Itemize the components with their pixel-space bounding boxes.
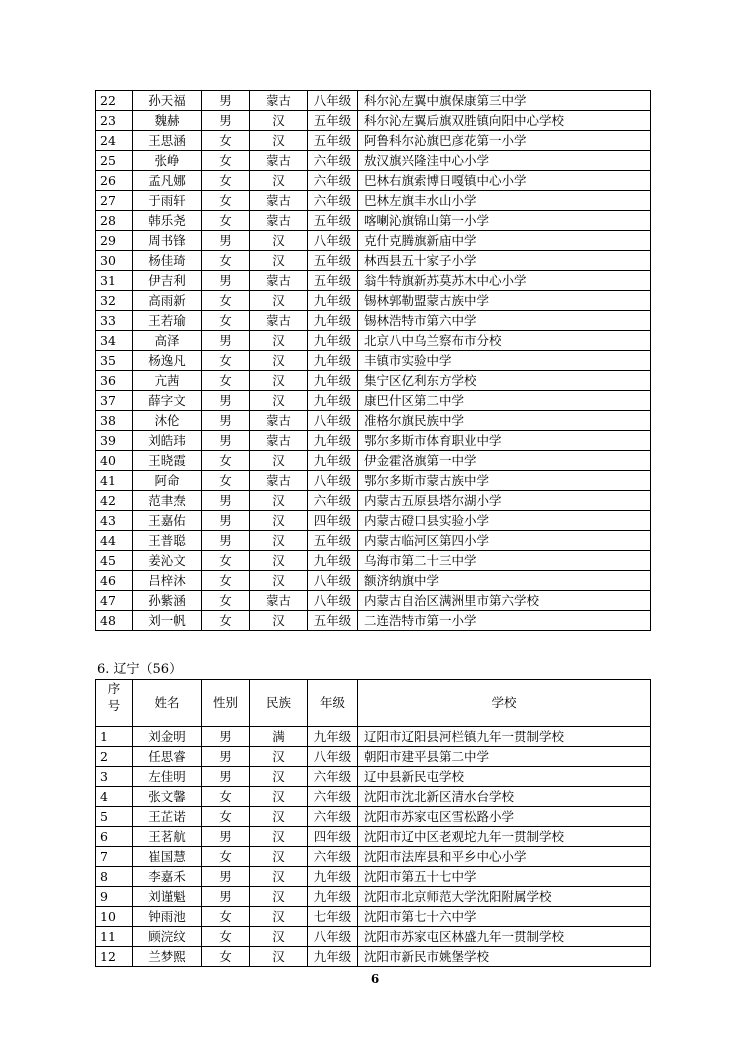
- school-name: 沈阳市新民市姚堡学校: [358, 947, 651, 967]
- table-row: [96, 351, 651, 371]
- row-number: 38: [96, 411, 133, 431]
- gender: 男: [202, 747, 250, 767]
- table-row: [96, 271, 651, 291]
- student-name: 张峥: [133, 151, 202, 171]
- gender: 女: [202, 451, 250, 471]
- student-name: 刘一帆: [133, 611, 202, 631]
- student-name: 伊吉利: [133, 271, 202, 291]
- table-row: [96, 787, 651, 807]
- school-name: 沈阳市北京师范大学沈阳附属学校: [358, 887, 651, 907]
- gender: 女: [202, 807, 250, 827]
- ethnicity: 汉: [250, 787, 308, 807]
- student-name: 王思涵: [133, 131, 202, 151]
- table-row: [96, 927, 651, 947]
- grade: 九年级: [308, 551, 358, 571]
- gender: 男: [202, 91, 250, 111]
- ethnicity: 汉: [250, 947, 308, 967]
- gender: 女: [202, 787, 250, 807]
- table-row: [96, 747, 651, 767]
- student-name: 刘金明: [133, 727, 202, 747]
- grade: 九年级: [308, 431, 358, 451]
- gender: 女: [202, 171, 250, 191]
- gender: 女: [202, 351, 250, 371]
- grade: 五年级: [308, 531, 358, 551]
- table-row: [96, 571, 651, 591]
- gender: 男: [202, 867, 250, 887]
- grade: 五年级: [308, 611, 358, 631]
- ethnicity: 汉: [250, 251, 308, 271]
- gender: 女: [202, 847, 250, 867]
- ethnicity: 蒙古: [250, 191, 308, 211]
- header-name: 姓名: [133, 680, 202, 727]
- student-name: 沐伦: [133, 411, 202, 431]
- gender: 女: [202, 591, 250, 611]
- table-row: [96, 311, 651, 331]
- school-name: 辽中县新民屯学校: [358, 767, 651, 787]
- school-name: 林西县五十家子小学: [358, 251, 651, 271]
- school-name: 鄂尔多斯市蒙古族中学: [358, 471, 651, 491]
- student-name: 王嘉佑: [133, 511, 202, 531]
- school-name: 准格尔旗民族中学: [358, 411, 651, 431]
- ethnicity: 汉: [250, 451, 308, 471]
- gender: 男: [202, 511, 250, 531]
- row-number: 12: [96, 947, 133, 967]
- grade: 八年级: [308, 471, 358, 491]
- ethnicity: 汉: [250, 391, 308, 411]
- student-table-continued: [95, 90, 651, 631]
- row-number: 6: [96, 827, 133, 847]
- table-row: [96, 151, 651, 171]
- school-name: 额济纳旗中学: [358, 571, 651, 591]
- student-name: 王茗航: [133, 827, 202, 847]
- table-row: [96, 947, 651, 967]
- school-name: 内蒙古自治区满洲里市第六学校: [358, 591, 651, 611]
- ethnicity: 汉: [250, 827, 308, 847]
- student-name: 张文馨: [133, 787, 202, 807]
- row-number: 3: [96, 767, 133, 787]
- grade: 八年级: [308, 91, 358, 111]
- header-grade: 年级: [308, 680, 358, 727]
- grade: 四年级: [308, 827, 358, 847]
- student-name: 高泽: [133, 331, 202, 351]
- row-number: 39: [96, 431, 133, 451]
- school-name: 内蒙古磴口县实验小学: [358, 511, 651, 531]
- row-number: 1: [96, 727, 133, 747]
- student-name: 于雨轩: [133, 191, 202, 211]
- student-name: 左佳明: [133, 767, 202, 787]
- table-row: [96, 867, 651, 887]
- grade: 八年级: [308, 411, 358, 431]
- school-name: 锡林郭勒盟蒙古族中学: [358, 291, 651, 311]
- row-number: 2: [96, 747, 133, 767]
- ethnicity: 汉: [250, 231, 308, 251]
- grade: 六年级: [308, 847, 358, 867]
- grade: 八年级: [308, 571, 358, 591]
- ethnicity: 蒙古: [250, 271, 308, 291]
- gender: 女: [202, 251, 250, 271]
- ethnicity: 汉: [250, 351, 308, 371]
- grade: 九年级: [308, 391, 358, 411]
- ethnicity: 汉: [250, 907, 308, 927]
- ethnicity: 蒙古: [250, 411, 308, 431]
- table-row: [96, 451, 651, 471]
- grade: 六年级: [308, 151, 358, 171]
- grade: 四年级: [308, 511, 358, 531]
- gender: 男: [202, 431, 250, 451]
- grade: 九年级: [308, 867, 358, 887]
- school-name: 集宁区亿利东方学校: [358, 371, 651, 391]
- school-name: 科尔沁左翼中旗保康第三中学: [358, 91, 651, 111]
- school-name: 鄂尔多斯市体育职业中学: [358, 431, 651, 451]
- student-name: 孟凡娜: [133, 171, 202, 191]
- table-row: [96, 371, 651, 391]
- ethnicity: 汉: [250, 847, 308, 867]
- school-name: 巴林右旗索博日嘎镇中心小学: [358, 171, 651, 191]
- gender: 女: [202, 371, 250, 391]
- school-name: 伊金霍洛旗第一中学: [358, 451, 651, 471]
- student-table-liaoning: [95, 679, 651, 967]
- table-row: [96, 727, 651, 747]
- student-name: 杨逸凡: [133, 351, 202, 371]
- ethnicity: 汉: [250, 531, 308, 551]
- row-number: 27: [96, 191, 133, 211]
- grade: 八年级: [308, 591, 358, 611]
- gender: 女: [202, 211, 250, 231]
- ethnicity: 汉: [250, 551, 308, 571]
- ethnicity: 蒙古: [250, 591, 308, 611]
- grade: 九年级: [308, 947, 358, 967]
- ethnicity: 汉: [250, 491, 308, 511]
- grade: 六年级: [308, 191, 358, 211]
- row-number: 48: [96, 611, 133, 631]
- student-name: 王芷诺: [133, 807, 202, 827]
- gender: 男: [202, 271, 250, 291]
- grade: 九年级: [308, 371, 358, 391]
- school-name: 内蒙古临河区第四小学: [358, 531, 651, 551]
- section-title-liaoning: 6. 辽宁（56）: [97, 662, 183, 677]
- row-number: 47: [96, 591, 133, 611]
- gender: 男: [202, 391, 250, 411]
- row-number: 9: [96, 887, 133, 907]
- student-name: 孙紫涵: [133, 591, 202, 611]
- table-row: [96, 807, 651, 827]
- gender: 男: [202, 231, 250, 251]
- row-number: 42: [96, 491, 133, 511]
- grade: 九年级: [308, 887, 358, 907]
- student-name: 李嘉禾: [133, 867, 202, 887]
- school-name: 科尔沁左翼后旗双胜镇向阳中心学校: [358, 111, 651, 131]
- student-name: 孙天福: [133, 91, 202, 111]
- ethnicity: 汉: [250, 131, 308, 151]
- ethnicity: 蒙古: [250, 471, 308, 491]
- student-name: 兰梦熙: [133, 947, 202, 967]
- ethnicity: 汉: [250, 807, 308, 827]
- school-name: 阿鲁科尔沁旗巴彦花第一小学: [358, 131, 651, 151]
- school-name: 沈阳市第五十七中学: [358, 867, 651, 887]
- header-ethnicity: 民族: [250, 680, 308, 727]
- student-name: 刘谨魁: [133, 887, 202, 907]
- school-name: 沈阳市沈北新区清水台学校: [358, 787, 651, 807]
- school-name: 康巴什区第二中学: [358, 391, 651, 411]
- header-school: 学校: [358, 680, 651, 727]
- grade: 八年级: [308, 231, 358, 251]
- school-name: 锡林浩特市第六中学: [358, 311, 651, 331]
- table-row: [96, 231, 651, 251]
- school-name: 沈阳市法库县和平乡中心小学: [358, 847, 651, 867]
- table-row: [96, 827, 651, 847]
- school-name: 翁牛特旗新苏莫苏木中心小学: [358, 271, 651, 291]
- school-name: 乌海市第二十三中学: [358, 551, 651, 571]
- table-row: [96, 431, 651, 451]
- table-row: [96, 847, 651, 867]
- row-number: 32: [96, 291, 133, 311]
- table-row: [96, 331, 651, 351]
- school-name: 内蒙古五原县塔尔湖小学: [358, 491, 651, 511]
- table-row: [96, 511, 651, 531]
- ethnicity: 汉: [250, 171, 308, 191]
- grade: 九年级: [308, 727, 358, 747]
- gender: 女: [202, 191, 250, 211]
- grade: 九年级: [308, 291, 358, 311]
- grade: 九年级: [308, 451, 358, 471]
- grade: 七年级: [308, 907, 358, 927]
- grade: 五年级: [308, 131, 358, 151]
- student-name: 吕梓沐: [133, 571, 202, 591]
- grade: 九年级: [308, 351, 358, 371]
- grade: 六年级: [308, 171, 358, 191]
- table-row: [96, 767, 651, 787]
- table-row: [96, 111, 651, 131]
- row-number: 33: [96, 311, 133, 331]
- school-name: 喀喇沁旗锦山第一小学: [358, 211, 651, 231]
- row-number: 10: [96, 907, 133, 927]
- row-number: 41: [96, 471, 133, 491]
- ethnicity: 汉: [250, 111, 308, 131]
- student-name: 杨佳琦: [133, 251, 202, 271]
- row-number: 4: [96, 787, 133, 807]
- table-row: [96, 531, 651, 551]
- ethnicity: 蒙古: [250, 311, 308, 331]
- gender: 男: [202, 111, 250, 131]
- row-number: 31: [96, 271, 133, 291]
- table-row: [96, 411, 651, 431]
- grade: 九年级: [308, 311, 358, 331]
- school-name: 克什克腾旗新庙中学: [358, 231, 651, 251]
- table-row: [96, 251, 651, 271]
- student-name: 薛字文: [133, 391, 202, 411]
- grade: 八年级: [308, 927, 358, 947]
- school-name: 丰镇市实验中学: [358, 351, 651, 371]
- grade: 九年级: [308, 331, 358, 351]
- table-row: [96, 191, 651, 211]
- ethnicity: 汉: [250, 511, 308, 531]
- school-name: 辽阳市辽阳县河栏镇九年一贯制学校: [358, 727, 651, 747]
- gender: 男: [202, 331, 250, 351]
- student-name: 王若瑜: [133, 311, 202, 331]
- student-name: 韩乐尧: [133, 211, 202, 231]
- row-number: 5: [96, 807, 133, 827]
- gender: 女: [202, 131, 250, 151]
- row-number: 43: [96, 511, 133, 531]
- ethnicity: 汉: [250, 571, 308, 591]
- grade: 五年级: [308, 251, 358, 271]
- student-name: 王晓霞: [133, 451, 202, 471]
- table-row: [96, 131, 651, 151]
- grade: 八年级: [308, 747, 358, 767]
- row-number: 44: [96, 531, 133, 551]
- school-name: 沈阳市第七十六中学: [358, 907, 651, 927]
- table-header-row: [96, 680, 651, 727]
- student-name: 周书锋: [133, 231, 202, 251]
- student-name: 顾浣纹: [133, 927, 202, 947]
- table-row: [96, 471, 651, 491]
- row-number: 46: [96, 571, 133, 591]
- table-row: [96, 551, 651, 571]
- grade: 五年级: [308, 211, 358, 231]
- table-row: [96, 591, 651, 611]
- gender: 女: [202, 571, 250, 591]
- school-name: 二连浩特市第一小学: [358, 611, 651, 631]
- ethnicity: 蒙古: [250, 151, 308, 171]
- gender: 女: [202, 947, 250, 967]
- table-row: [96, 611, 651, 631]
- school-name: 巴林左旗丰水山小学: [358, 191, 651, 211]
- ethnicity: 汉: [250, 747, 308, 767]
- gender: 男: [202, 827, 250, 847]
- grade: 六年级: [308, 787, 358, 807]
- ethnicity: 蒙古: [250, 431, 308, 451]
- row-number: 28: [96, 211, 133, 231]
- row-number: 37: [96, 391, 133, 411]
- grade: 五年级: [308, 271, 358, 291]
- ethnicity: 汉: [250, 887, 308, 907]
- student-name: 王普聪: [133, 531, 202, 551]
- row-number: 22: [96, 91, 133, 111]
- row-number: 26: [96, 171, 133, 191]
- gender: 男: [202, 411, 250, 431]
- student-name: 魏赫: [133, 111, 202, 131]
- row-number: 23: [96, 111, 133, 131]
- student-name: 范聿焘: [133, 491, 202, 511]
- gender: 女: [202, 151, 250, 171]
- ethnicity: 汉: [250, 371, 308, 391]
- table-row: [96, 291, 651, 311]
- school-name: 北京八中乌兰察布市分校: [358, 331, 651, 351]
- ethnicity: 蒙古: [250, 211, 308, 231]
- gender: 女: [202, 311, 250, 331]
- table-row: [96, 887, 651, 907]
- row-number: 25: [96, 151, 133, 171]
- gender: 女: [202, 551, 250, 571]
- school-name: 沈阳市苏家屯区林盛九年一贯制学校: [358, 927, 651, 947]
- school-name: 朝阳市建平县第二中学: [358, 747, 651, 767]
- gender: 女: [202, 611, 250, 631]
- table-row: [96, 171, 651, 191]
- row-number: 34: [96, 331, 133, 351]
- school-name: 沈阳市苏家屯区雪松路小学: [358, 807, 651, 827]
- student-name: 亢茜: [133, 371, 202, 391]
- row-number: 45: [96, 551, 133, 571]
- grade: 六年级: [308, 767, 358, 787]
- table-row: [96, 391, 651, 411]
- ethnicity: 汉: [250, 291, 308, 311]
- gender: 男: [202, 767, 250, 787]
- row-number: 8: [96, 867, 133, 887]
- row-number: 11: [96, 927, 133, 947]
- gender: 男: [202, 887, 250, 907]
- row-number: 29: [96, 231, 133, 251]
- row-number: 40: [96, 451, 133, 471]
- ethnicity: 汉: [250, 611, 308, 631]
- gender: 男: [202, 491, 250, 511]
- school-name: 沈阳市辽中区老观坨九年一贯制学校: [358, 827, 651, 847]
- row-number: 35: [96, 351, 133, 371]
- ethnicity: 汉: [250, 331, 308, 351]
- student-name: 任思睿: [133, 747, 202, 767]
- ethnicity: 汉: [250, 767, 308, 787]
- row-number: 30: [96, 251, 133, 271]
- table-row: [96, 91, 651, 111]
- gender: 男: [202, 727, 250, 747]
- table-row: [96, 907, 651, 927]
- gender: 女: [202, 907, 250, 927]
- header-num: 序号: [96, 680, 133, 727]
- ethnicity: 汉: [250, 927, 308, 947]
- student-name: 高雨新: [133, 291, 202, 311]
- gender: 女: [202, 291, 250, 311]
- gender: 女: [202, 927, 250, 947]
- page-number: 6: [370, 972, 380, 986]
- gender: 女: [202, 471, 250, 491]
- row-number: 24: [96, 131, 133, 151]
- student-name: 崔国慧: [133, 847, 202, 867]
- gender: 男: [202, 531, 250, 551]
- student-name: 姜沁文: [133, 551, 202, 571]
- ethnicity: 汉: [250, 867, 308, 887]
- grade: 六年级: [308, 807, 358, 827]
- ethnicity: 满: [250, 727, 308, 747]
- table-row: [96, 211, 651, 231]
- header-gender: 性别: [202, 680, 250, 727]
- row-number: 7: [96, 847, 133, 867]
- student-name: 阿命: [133, 471, 202, 491]
- grade: 五年级: [308, 111, 358, 131]
- ethnicity: 蒙古: [250, 91, 308, 111]
- student-name: 刘皓玮: [133, 431, 202, 451]
- grade: 六年级: [308, 491, 358, 511]
- row-number: 36: [96, 371, 133, 391]
- table-row: [96, 491, 651, 511]
- student-name: 钟雨池: [133, 907, 202, 927]
- school-name: 敖汉旗兴隆洼中心小学: [358, 151, 651, 171]
